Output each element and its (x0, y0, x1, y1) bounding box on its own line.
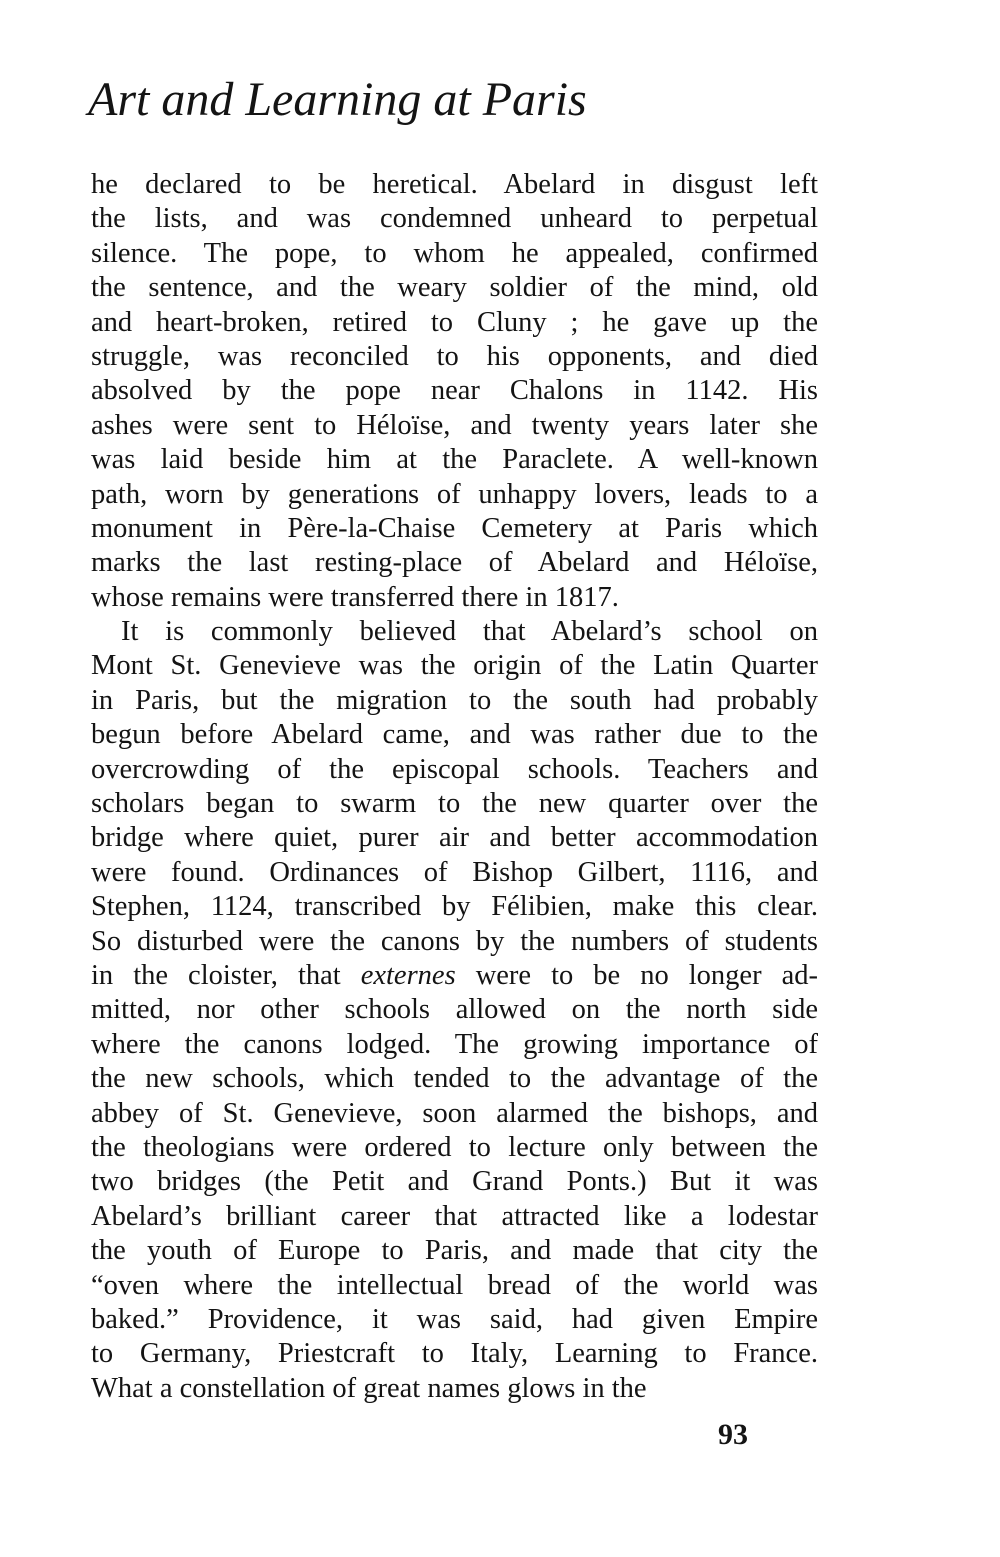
text-line: and heart-broken, retired to Cluny ; he gave up the (91, 306, 818, 338)
page-number: 93 (718, 1418, 748, 1451)
text-line: marks the last resting-place of Abelard and Héloïse, (91, 547, 818, 579)
text-line: path, worn by generations of unhappy lovers, leads to a (91, 478, 818, 510)
text-line: in Paris, but the migration to the south had probably (91, 684, 818, 716)
text-line: What a constellation of great names glows in the (91, 1372, 647, 1404)
text-line: bridge where quiet, purer air and better accommodation (91, 822, 818, 854)
text-segment: were to be no longer ad- (455, 959, 818, 991)
text-line: So disturbed were the canons by the numbers of students (91, 925, 818, 957)
body-text (91, 168, 818, 1406)
text-line: silence. The pope, to whom he appealed, confirmed (91, 237, 818, 269)
paragraph (91, 615, 818, 1406)
text-line: abbey of St. Genevieve, soon alarmed the bishops, and (91, 1097, 818, 1129)
text-line (91, 959, 818, 993)
text-line: the lists, and was condemned unheard to perpetual (91, 203, 818, 235)
text-line: ashes were sent to Héloïse, and twenty years later she (91, 409, 818, 441)
text-line: the new schools, which tended to the advantage of the (91, 1063, 818, 1095)
text-line: the youth of Europe to Paris, and made that city the (91, 1235, 818, 1267)
text-line: It is commonly believed that Abelard’s school on (121, 616, 818, 648)
text-line: where the canons lodged. The growing importance of (91, 1028, 818, 1060)
text-line: mitted, nor other schools allowed on the north side (91, 994, 818, 1026)
text-line: baked.” Providence, it was said, had given Empire (91, 1303, 818, 1335)
text-line: begun before Abelard came, and was rather due to the (91, 719, 818, 751)
text-line: whose remains were transferred there in 1817. (91, 581, 619, 613)
text-line: were found. Ordinances of Bishop Gilbert, 1116, and (91, 856, 818, 888)
text-line: two bridges (the Petit and Grand Ponts.) But it was (91, 1166, 818, 1198)
italic-term: externes (360, 959, 456, 991)
text-line: Mont St. Genevieve was the origin of the Latin Quarter (91, 650, 818, 682)
text-line: the sentence, and the weary soldier of the mind, old (91, 272, 818, 304)
text-line: he declared to be heretical. Abelard in disgust left (91, 169, 818, 200)
text-line: the theologians were ordered to lecture only between the (91, 1131, 818, 1163)
text-line: to Germany, Priestcraft to Italy, Learning to France. (91, 1338, 818, 1370)
text-line: absolved by the pope near Chalons in 1142. His (91, 375, 818, 407)
text-line: scholars began to swarm to the new quarter over the (91, 788, 818, 820)
running-head: Art and Learning at Paris (88, 73, 587, 126)
text-line: monument in Père-la-Chaise Cemetery at Paris which (91, 512, 818, 544)
paragraph (91, 168, 818, 615)
text-line: Abelard’s brilliant career that attracted like a lodestar (91, 1200, 818, 1232)
text-line: struggle, was reconciled to his opponents, and died (91, 340, 818, 372)
text-line: “oven where the intellectual bread of the world was (91, 1269, 818, 1301)
text-line: was laid beside him at the Paraclete. A well-known (91, 444, 818, 476)
text-line: Stephen, 1124, transcribed by Félibien, make this clear. (91, 891, 818, 923)
text-segment: in the cloister, that (91, 959, 361, 991)
text-line: overcrowding of the episcopal schools. Teachers and (91, 753, 818, 785)
